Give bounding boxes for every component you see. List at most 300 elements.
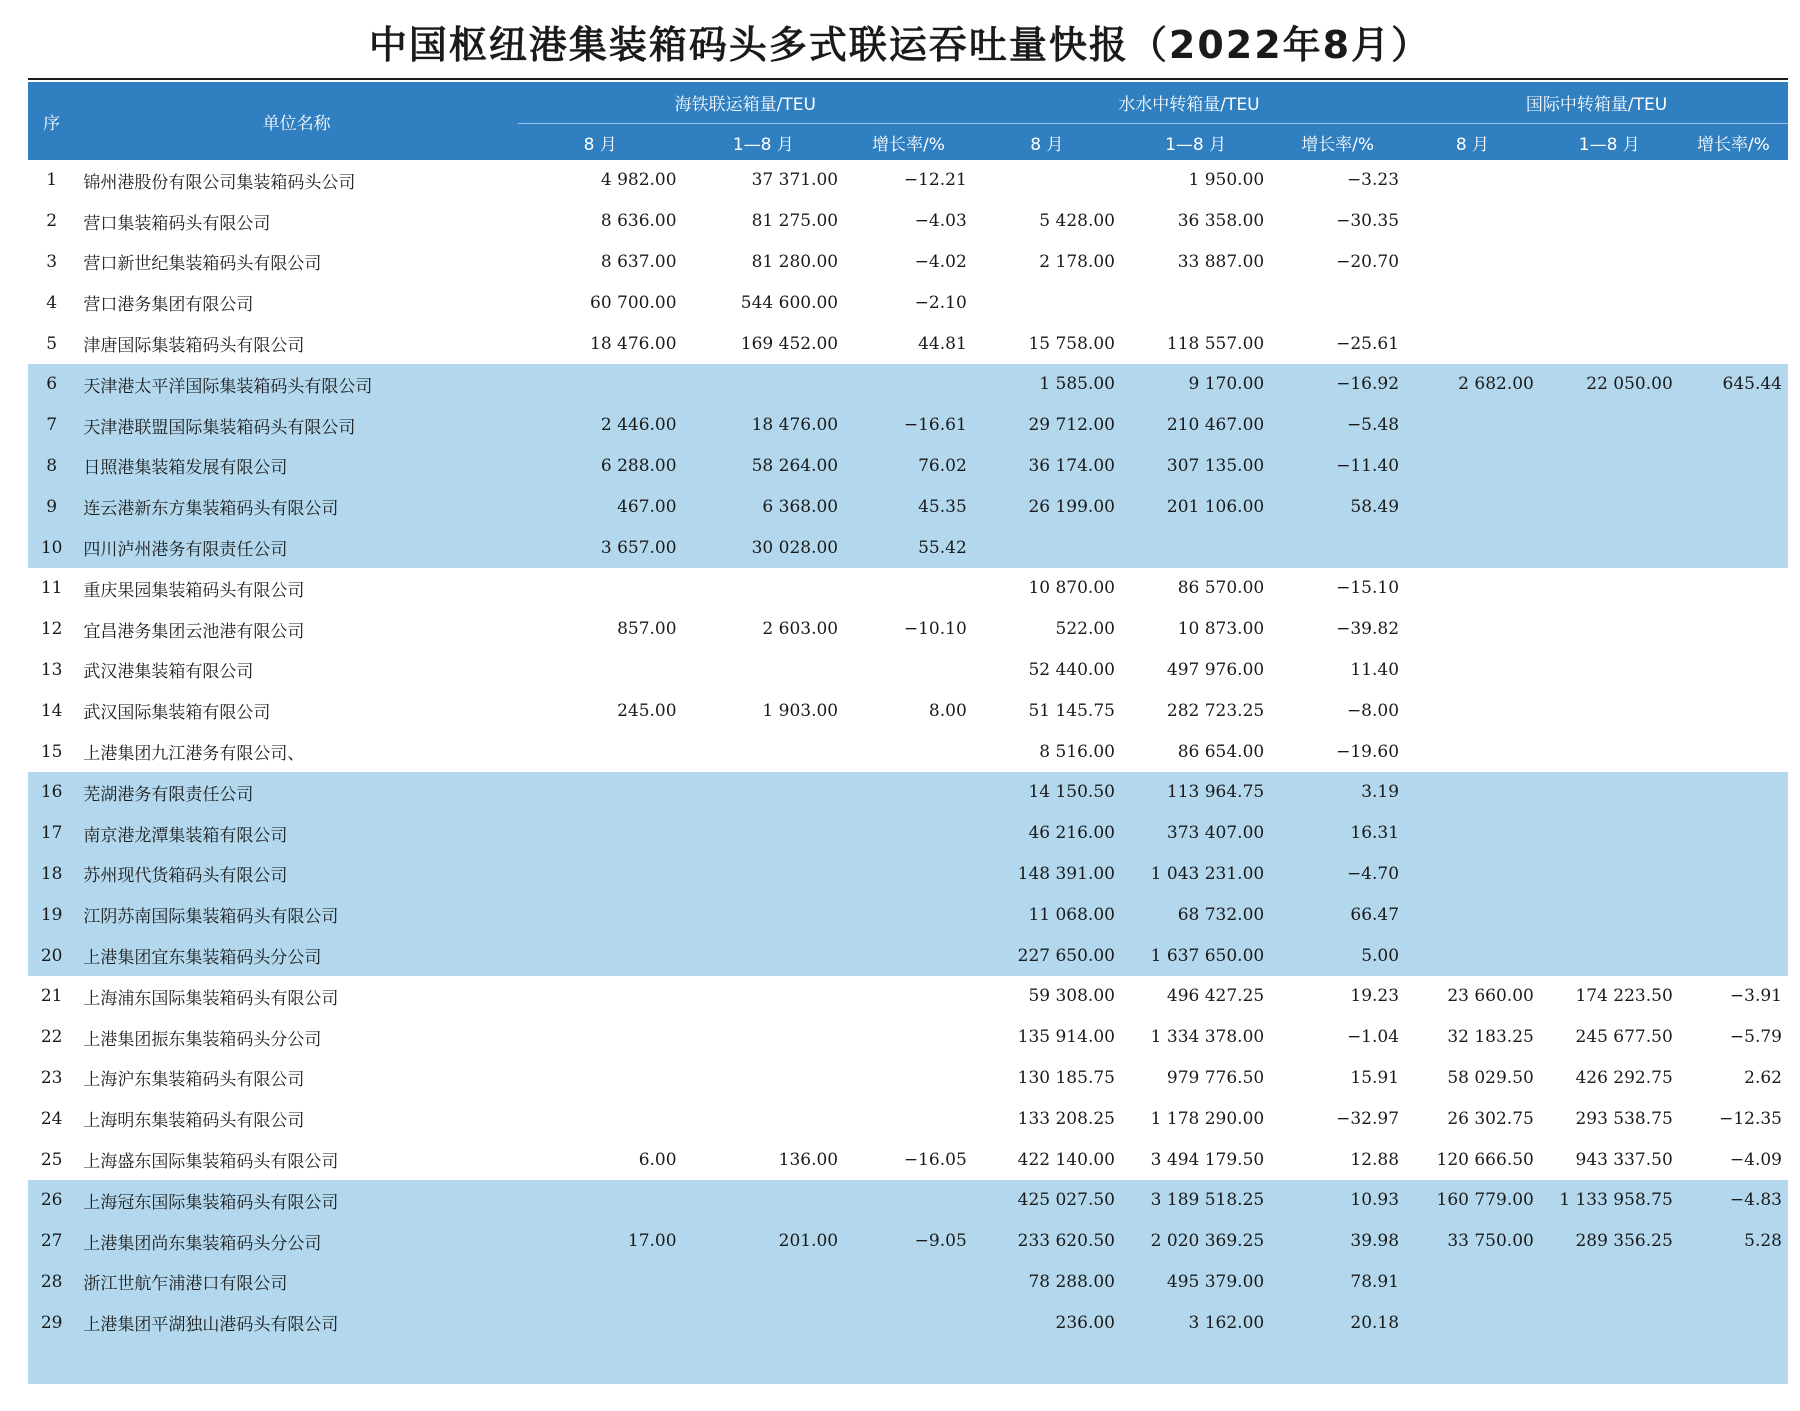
international-month <box>1405 242 1540 283</box>
water-water-growth: −11.40 <box>1270 446 1405 487</box>
water-water-month: 233 620.50 <box>973 1221 1121 1262</box>
international-ytd <box>1540 935 1679 976</box>
water-water-growth: −1.04 <box>1346 1027 1400 1048</box>
row-unit-name: 天津港太平洋国际集装箱码头有限公司 <box>75 364 518 405</box>
water-water-ytd: 210 467.00 <box>1121 405 1270 446</box>
water-water-growth: 10.93 <box>1270 1180 1405 1221</box>
row-index: 2 <box>46 211 58 232</box>
international-ytd: 245 677.50 <box>1575 1027 1673 1048</box>
row-index: 28 <box>28 1262 75 1303</box>
row-unit-name: 浙江世航乍浦港口有限公司 <box>75 1262 518 1303</box>
international-month: 33 750.00 <box>1405 1221 1540 1262</box>
international-month: 26 302.75 <box>1447 1108 1534 1129</box>
sea-rail-month <box>518 976 683 1017</box>
sea-rail-month: 60 700.00 <box>590 292 677 313</box>
table-row <box>28 894 1788 935</box>
sea-rail-ytd <box>683 894 845 935</box>
international-growth <box>1679 813 1788 854</box>
water-water-month: 8 516.00 <box>1039 741 1115 762</box>
water-water-month: 522.00 <box>1055 619 1115 640</box>
sea-rail-month <box>518 772 683 813</box>
international-growth <box>1679 690 1788 731</box>
row-unit-name: 武汉港集装箱有限公司 <box>83 662 254 683</box>
table-row <box>28 446 1788 487</box>
water-water-month: 236.00 <box>973 1302 1121 1343</box>
water-water-month: 46 216.00 <box>973 813 1121 854</box>
water-water-ytd: 201 106.00 <box>1121 486 1270 527</box>
water-water-ytd: 1 637 650.00 <box>1121 935 1270 976</box>
international-growth <box>1679 609 1788 650</box>
header-water-water: 水水中转箱量/TEU <box>973 82 1405 124</box>
international-growth: 5.28 <box>1679 1221 1788 1262</box>
row-index: 9 <box>28 486 75 527</box>
water-water-month: 135 914.00 <box>1017 1027 1115 1048</box>
row-index: 27 <box>28 1221 75 1262</box>
water-water-month <box>973 282 1121 323</box>
water-water-growth: 66.47 <box>1270 894 1405 935</box>
international-month: 2 682.00 <box>1405 364 1540 405</box>
water-water-ytd: 10 873.00 <box>1177 619 1265 640</box>
row-unit-name: 上海冠东国际集装箱码头有限公司 <box>75 1180 518 1221</box>
table-row <box>28 1017 1788 1058</box>
sea-rail-month <box>518 1302 683 1343</box>
water-water-growth: 78.91 <box>1270 1262 1405 1303</box>
water-water-ytd: 113 964.75 <box>1121 772 1270 813</box>
international-month <box>1405 568 1540 609</box>
international-month <box>1405 201 1540 242</box>
international-ytd: 293 538.75 <box>1575 1108 1673 1129</box>
sea-rail-growth: −16.61 <box>844 405 973 446</box>
header-sea-rail-ytd: 1—8 月 <box>683 124 845 161</box>
international-ytd <box>1540 282 1679 323</box>
international-growth <box>1679 568 1788 609</box>
header-international-growth: 增长率/% <box>1679 124 1788 161</box>
header-unit-name: 单位名称 <box>75 82 518 160</box>
international-growth <box>1679 405 1788 446</box>
water-water-ytd: 979 776.50 <box>1166 1067 1265 1088</box>
international-month <box>1405 854 1540 895</box>
international-month <box>1405 609 1540 650</box>
water-water-ytd: 68 732.00 <box>1121 894 1270 935</box>
row-index: 3 <box>46 251 58 272</box>
table-row <box>28 1302 1788 1343</box>
row-unit-name: 天津港联盟国际集装箱码头有限公司 <box>75 405 518 446</box>
row-unit-name: 江阴苏南国际集装箱码头有限公司 <box>75 894 518 935</box>
table-row <box>28 690 1788 731</box>
international-ytd <box>1540 446 1679 487</box>
table-body <box>28 160 1788 1384</box>
sea-rail-month: 8 637.00 <box>600 251 677 272</box>
sea-rail-growth: 44.81 <box>918 333 967 354</box>
sea-rail-month: 2 446.00 <box>518 405 683 446</box>
international-growth: 2.62 <box>1744 1067 1782 1088</box>
table-row <box>28 813 1788 854</box>
water-water-growth: 16.31 <box>1270 813 1405 854</box>
international-ytd <box>1540 813 1679 854</box>
row-index: 12 <box>40 619 63 640</box>
sea-rail-growth: −10.10 <box>903 619 967 640</box>
row-index: 16 <box>28 772 75 813</box>
sea-rail-growth <box>844 894 973 935</box>
sea-rail-growth <box>844 976 973 1017</box>
international-month <box>1405 731 1540 772</box>
international-month: 120 666.50 <box>1436 1149 1534 1170</box>
row-unit-name: 上港集团尚东集装箱码头分公司 <box>75 1221 518 1262</box>
sea-rail-growth: −2.10 <box>914 292 967 313</box>
international-growth: −3.91 <box>1729 986 1782 1007</box>
sea-rail-growth: −4.03 <box>914 211 967 232</box>
sea-rail-ytd: 18 476.00 <box>683 405 845 446</box>
header-sea-rail: 海铁联运箱量/TEU <box>518 82 973 124</box>
row-unit-name: 宜昌港务集团云池港有限公司 <box>83 621 305 642</box>
sea-rail-ytd: 37 371.00 <box>751 170 839 191</box>
water-water-growth <box>1270 527 1405 568</box>
water-water-ytd: 1 043 231.00 <box>1121 854 1270 895</box>
sea-rail-ytd <box>683 650 845 691</box>
international-growth <box>1679 650 1788 691</box>
header-water-water-ytd: 1—8 月 <box>1121 124 1270 161</box>
sea-rail-ytd <box>683 935 845 976</box>
sea-rail-growth <box>844 1098 973 1139</box>
throughput-table <box>28 82 1788 1384</box>
international-month <box>1405 1262 1540 1303</box>
row-index: 24 <box>40 1108 63 1129</box>
table-row <box>28 650 1788 691</box>
sea-rail-month: 467.00 <box>518 486 683 527</box>
row-index: 17 <box>28 813 75 854</box>
water-water-month: 52 440.00 <box>1028 659 1115 680</box>
sea-rail-growth <box>844 813 973 854</box>
sea-rail-month: 18 476.00 <box>590 333 677 354</box>
international-growth <box>1679 1302 1788 1343</box>
sea-rail-growth <box>844 1302 973 1343</box>
water-water-month: 425 027.50 <box>973 1180 1121 1221</box>
sea-rail-growth <box>844 935 973 976</box>
sea-rail-growth: −16.05 <box>903 1149 967 1170</box>
row-unit-name: 上港集团平湖独山港码头有限公司 <box>75 1302 518 1343</box>
sea-rail-ytd <box>683 731 845 772</box>
sea-rail-month <box>518 650 683 691</box>
water-water-growth: −8.00 <box>1346 700 1400 721</box>
sea-rail-month: 857.00 <box>617 619 677 640</box>
water-water-ytd: 495 379.00 <box>1121 1262 1270 1303</box>
international-growth <box>1679 446 1788 487</box>
water-water-month: 5 428.00 <box>1039 211 1115 232</box>
international-growth <box>1679 772 1788 813</box>
row-index: 14 <box>40 700 63 721</box>
water-water-growth: 3.19 <box>1270 772 1405 813</box>
sea-rail-ytd <box>683 1180 845 1221</box>
header-water-water-growth: 增长率/% <box>1270 124 1405 161</box>
international-growth <box>1679 282 1788 323</box>
sea-rail-growth: −4.02 <box>914 251 967 272</box>
water-water-ytd: 1 950.00 <box>1188 170 1265 191</box>
international-ytd <box>1540 160 1679 201</box>
water-water-ytd: 36 358.00 <box>1177 211 1265 232</box>
water-water-growth: 12.88 <box>1350 1149 1400 1170</box>
water-water-growth: −15.10 <box>1336 578 1400 599</box>
international-month <box>1405 405 1540 446</box>
row-unit-name: 上海盛东国际集装箱码头有限公司 <box>83 1152 339 1173</box>
international-ytd <box>1540 690 1679 731</box>
sea-rail-ytd <box>683 976 845 1017</box>
row-index: 18 <box>28 854 75 895</box>
water-water-ytd: 3 189 518.25 <box>1121 1180 1270 1221</box>
water-water-month: 1 585.00 <box>973 364 1121 405</box>
row-unit-name: 营口港务集团有限公司 <box>83 295 254 316</box>
water-water-month: 15 758.00 <box>1028 333 1115 354</box>
water-water-growth: −25.61 <box>1336 333 1400 354</box>
row-unit-name: 锦州港股份有限公司集装箱码头公司 <box>83 172 356 193</box>
sea-rail-growth: 45.35 <box>844 486 973 527</box>
water-water-month: 11 068.00 <box>973 894 1121 935</box>
row-unit-name: 重庆果园集装箱码头有限公司 <box>83 580 305 601</box>
table-row <box>28 976 1788 1017</box>
water-water-month: 422 140.00 <box>1017 1149 1115 1170</box>
international-growth <box>1679 486 1788 527</box>
table-row <box>28 1139 1788 1180</box>
international-month: 32 183.25 <box>1447 1027 1534 1048</box>
table-row <box>28 201 1788 242</box>
water-water-growth: 5.00 <box>1270 935 1405 976</box>
row-index: 11 <box>40 578 63 599</box>
header-index: 序 <box>28 82 75 160</box>
sea-rail-growth <box>844 1262 973 1303</box>
sea-rail-month <box>518 935 683 976</box>
international-ytd <box>1540 772 1679 813</box>
row-index: 26 <box>28 1180 75 1221</box>
table-row <box>28 568 1788 609</box>
water-water-ytd: 282 723.25 <box>1166 700 1265 721</box>
row-unit-name: 上海沪东集装箱码头有限公司 <box>83 1070 305 1091</box>
sea-rail-ytd <box>683 1017 845 1058</box>
row-index: 22 <box>40 1027 63 1048</box>
international-ytd: 174 223.50 <box>1575 986 1673 1007</box>
water-water-growth: −3.23 <box>1346 170 1400 191</box>
international-month <box>1405 486 1540 527</box>
international-ytd: 1 133 958.75 <box>1540 1180 1679 1221</box>
international-ytd <box>1540 1262 1679 1303</box>
international-month <box>1405 650 1540 691</box>
international-growth: −4.09 <box>1729 1149 1782 1170</box>
sea-rail-growth: −12.21 <box>903 170 967 191</box>
international-ytd <box>1540 1302 1679 1343</box>
sea-rail-month: 17.00 <box>518 1221 683 1262</box>
international-ytd <box>1540 405 1679 446</box>
row-index: 15 <box>40 741 63 762</box>
table-row <box>28 935 1788 976</box>
international-growth <box>1679 731 1788 772</box>
international-ytd: 289 356.25 <box>1540 1221 1679 1262</box>
sea-rail-growth <box>844 854 973 895</box>
table-row <box>28 486 1788 527</box>
international-growth <box>1679 242 1788 283</box>
sea-rail-month <box>518 364 683 405</box>
water-water-growth: −4.70 <box>1270 854 1405 895</box>
international-ytd <box>1540 527 1679 568</box>
water-water-growth: −5.48 <box>1270 405 1405 446</box>
sea-rail-growth <box>844 364 973 405</box>
water-water-month <box>973 160 1121 201</box>
table-row <box>28 1262 1788 1303</box>
water-water-month: 130 185.75 <box>1017 1067 1115 1088</box>
row-index: 1 <box>46 170 58 191</box>
international-month: 58 029.50 <box>1447 1067 1534 1088</box>
sea-rail-ytd <box>683 568 845 609</box>
sea-rail-ytd: 6 368.00 <box>683 486 845 527</box>
sea-rail-growth <box>844 568 973 609</box>
water-water-growth: 20.18 <box>1270 1302 1405 1343</box>
sea-rail-month <box>518 731 683 772</box>
header-sea-rail-growth: 增长率/% <box>844 124 973 161</box>
table-row <box>28 1221 1788 1262</box>
sea-rail-ytd <box>683 364 845 405</box>
sea-rail-month: 3 657.00 <box>518 527 683 568</box>
sea-rail-growth: 8.00 <box>928 700 967 721</box>
international-growth: 645.44 <box>1679 364 1788 405</box>
row-index: 29 <box>28 1302 75 1343</box>
international-growth: −4.83 <box>1679 1180 1788 1221</box>
table-row <box>28 1180 1788 1221</box>
water-water-growth: −16.92 <box>1270 364 1405 405</box>
water-water-ytd <box>1121 527 1270 568</box>
international-ytd <box>1540 731 1679 772</box>
international-month: 160 779.00 <box>1405 1180 1540 1221</box>
sea-rail-month: 8 636.00 <box>600 211 677 232</box>
row-unit-name: 四川泸州港务有限责任公司 <box>75 527 518 568</box>
sea-rail-month <box>518 1017 683 1058</box>
sea-rail-growth <box>844 731 973 772</box>
sea-rail-growth: −9.05 <box>844 1221 973 1262</box>
row-unit-name: 上港集团振东集装箱码头分公司 <box>83 1029 322 1050</box>
international-month: 23 660.00 <box>1447 986 1534 1007</box>
sea-rail-month <box>518 568 683 609</box>
table-row <box>28 527 1788 568</box>
international-month <box>1405 446 1540 487</box>
header-international-ytd: 1—8 月 <box>1540 124 1679 161</box>
sea-rail-ytd <box>683 813 845 854</box>
international-month <box>1405 772 1540 813</box>
international-ytd <box>1540 568 1679 609</box>
table-row <box>28 1098 1788 1139</box>
header-international-month: 8 月 <box>1405 124 1540 161</box>
sea-rail-growth <box>844 1058 973 1099</box>
international-month <box>1405 282 1540 323</box>
international-ytd <box>1540 854 1679 895</box>
sea-rail-month <box>518 854 683 895</box>
international-growth <box>1679 201 1788 242</box>
table-row <box>28 323 1788 364</box>
sea-rail-ytd: 201.00 <box>683 1221 845 1262</box>
international-month <box>1405 690 1540 731</box>
water-water-ytd <box>1121 282 1270 323</box>
sea-rail-month: 4 982.00 <box>600 170 677 191</box>
water-water-ytd: 496 427.25 <box>1166 986 1265 1007</box>
international-ytd: 426 292.75 <box>1575 1067 1673 1088</box>
water-water-month: 51 145.75 <box>1028 700 1115 721</box>
sea-rail-ytd: 81 280.00 <box>751 251 839 272</box>
international-ytd <box>1540 609 1679 650</box>
table-row <box>28 364 1788 405</box>
water-water-growth: 19.23 <box>1350 986 1400 1007</box>
table-row <box>28 160 1788 201</box>
international-growth: −12.35 <box>1719 1108 1782 1129</box>
water-water-ytd: 9 170.00 <box>1121 364 1270 405</box>
international-growth <box>1679 1262 1788 1303</box>
water-water-ytd: 1 334 378.00 <box>1150 1027 1265 1048</box>
water-water-month: 78 288.00 <box>973 1262 1121 1303</box>
row-index: 7 <box>28 405 75 446</box>
row-unit-name: 营口集装箱码头有限公司 <box>83 213 271 234</box>
water-water-month: 227 650.00 <box>973 935 1121 976</box>
row-index: 20 <box>28 935 75 976</box>
international-ytd <box>1540 650 1679 691</box>
international-growth <box>1679 323 1788 364</box>
sea-rail-month <box>518 813 683 854</box>
water-water-ytd: 1 178 290.00 <box>1150 1108 1265 1129</box>
sea-rail-ytd <box>683 854 845 895</box>
sea-rail-ytd: 544 600.00 <box>740 292 839 313</box>
international-ytd <box>1540 486 1679 527</box>
international-growth <box>1679 894 1788 935</box>
water-water-month: 59 308.00 <box>1028 986 1115 1007</box>
sea-rail-growth <box>844 772 973 813</box>
international-month <box>1405 894 1540 935</box>
row-index: 5 <box>46 333 58 354</box>
header-sea-rail-month: 8 月 <box>518 124 683 161</box>
international-month <box>1405 323 1540 364</box>
water-water-month: 26 199.00 <box>973 486 1121 527</box>
water-water-growth: 15.91 <box>1350 1067 1400 1088</box>
row-index: 10 <box>28 527 75 568</box>
sea-rail-ytd <box>683 1058 845 1099</box>
sea-rail-growth <box>844 1180 973 1221</box>
row-unit-name: 芜湖港务有限责任公司 <box>75 772 518 813</box>
sea-rail-ytd: 169 452.00 <box>740 333 839 354</box>
water-water-ytd: 497 976.00 <box>1166 659 1265 680</box>
row-unit-name: 上港集团九江港务有限公司、 <box>83 744 305 765</box>
water-water-month <box>973 527 1121 568</box>
international-growth: −5.79 <box>1729 1027 1782 1048</box>
row-unit-name: 上海浦东国际集装箱码头有限公司 <box>83 988 339 1009</box>
water-water-growth: −20.70 <box>1336 251 1400 272</box>
table-row <box>28 282 1788 323</box>
row-unit-name: 上海明东集装箱码头有限公司 <box>83 1111 305 1132</box>
water-water-growth: −32.97 <box>1336 1108 1400 1129</box>
water-water-ytd: 86 654.00 <box>1177 741 1265 762</box>
row-index: 21 <box>40 986 63 1007</box>
row-index: 4 <box>46 292 58 313</box>
water-water-growth <box>1270 282 1405 323</box>
row-index: 23 <box>40 1067 63 1088</box>
row-index: 13 <box>40 659 63 680</box>
international-growth <box>1679 935 1788 976</box>
international-growth <box>1679 160 1788 201</box>
international-ytd <box>1540 242 1679 283</box>
sea-rail-month <box>518 1058 683 1099</box>
water-water-growth: 58.49 <box>1270 486 1405 527</box>
international-month <box>1405 527 1540 568</box>
row-unit-name: 连云港新东方集装箱码头有限公司 <box>75 486 518 527</box>
sea-rail-growth: 76.02 <box>844 446 973 487</box>
international-growth <box>1679 854 1788 895</box>
sea-rail-ytd: 30 028.00 <box>683 527 845 568</box>
water-water-ytd: 2 020 369.25 <box>1121 1221 1270 1262</box>
water-water-month: 133 208.25 <box>1017 1108 1115 1129</box>
sea-rail-growth <box>844 1017 973 1058</box>
table-row <box>28 854 1788 895</box>
title-rule <box>28 78 1788 80</box>
